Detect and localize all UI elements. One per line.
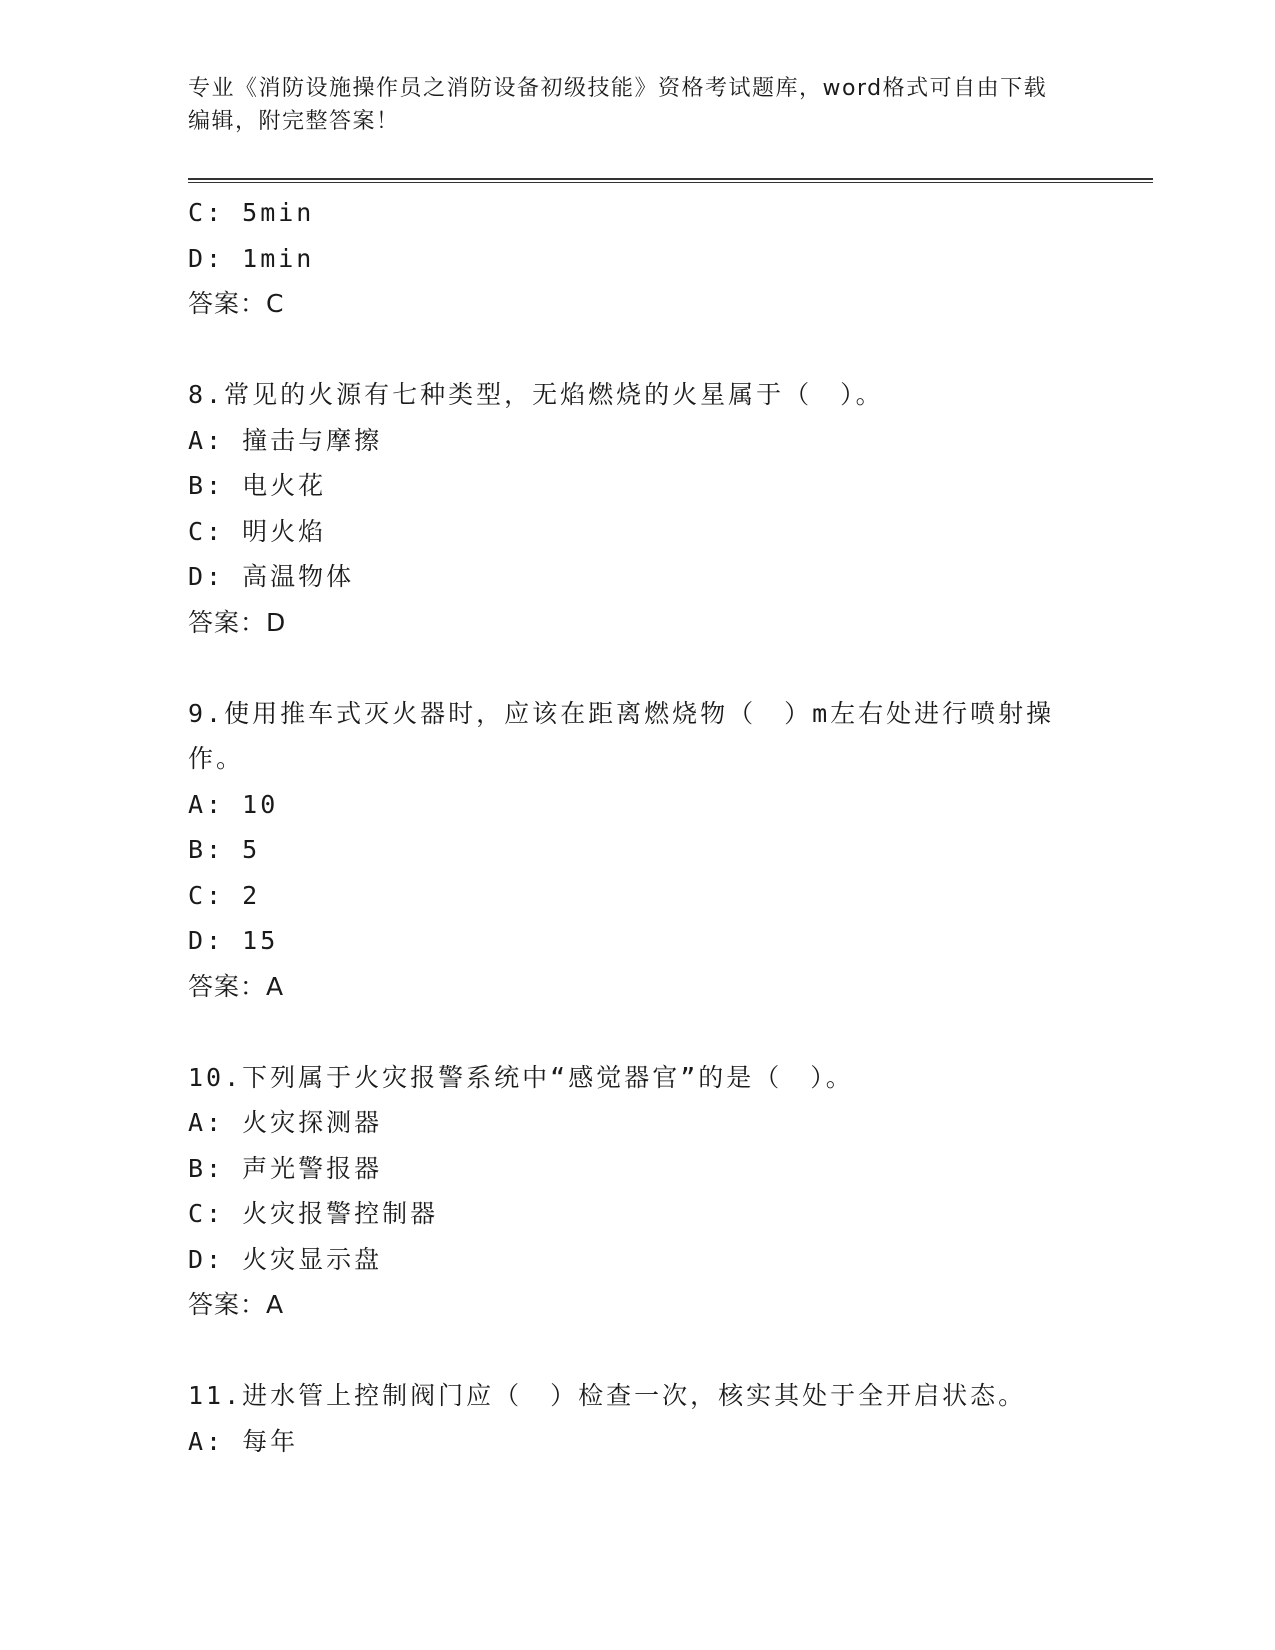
answer-line: 答案：C bbox=[188, 289, 285, 318]
option-a: A: 每年 bbox=[188, 1426, 299, 1456]
header-divider bbox=[188, 178, 1153, 183]
option-c: C: 5min bbox=[188, 198, 315, 227]
option-a: A: 火灾探测器 bbox=[188, 1108, 383, 1137]
answer-line: 答案：A bbox=[188, 971, 285, 1001]
spacer bbox=[188, 1009, 1088, 1055]
option-c: C: 明火焰 bbox=[188, 516, 327, 546]
answer-line: 答案：D bbox=[188, 607, 287, 637]
option-b: B: 声光警报器 bbox=[188, 1153, 383, 1183]
option-d: D: 高温物体 bbox=[188, 562, 355, 591]
question-list bbox=[188, 190, 1088, 1464]
spacer bbox=[188, 327, 1088, 373]
option-d: D: 15 bbox=[188, 926, 279, 955]
answer-line: 答案：A bbox=[188, 1290, 285, 1319]
option-b: B: 电火花 bbox=[188, 471, 327, 500]
spacer bbox=[188, 645, 1088, 691]
question-stem: 8.常见的火源有七种类型，无焰燃烧的火星属于（ ）。 bbox=[188, 380, 884, 409]
option-d: D: 1min bbox=[188, 243, 315, 273]
option-a: A: 10 bbox=[188, 789, 279, 819]
option-a: A: 撞击与摩擦 bbox=[188, 425, 383, 455]
option-c: C: 火灾报警控制器 bbox=[188, 1199, 439, 1228]
question-stem: 9.使用推车式灭火器时，应该在距离燃烧物（ ）m左右处进行喷射操作。 bbox=[188, 698, 1055, 773]
document-header: 专业《消防设施操作员之消防设备初级技能》资格考试题库，word格式可自由下载编辑，附完整答案！ bbox=[188, 76, 1048, 134]
spacer bbox=[188, 1328, 1088, 1374]
question-stem: 10.下列属于火灾报警系统中“感觉器官”的是（ ）。 bbox=[188, 1062, 854, 1092]
question-stem: 11.进水管上控制阀门应（ ）检查一次，核实其处于全开启状态。 bbox=[188, 1381, 1027, 1410]
option-c: C: 2 bbox=[188, 880, 261, 910]
option-d: D: 火灾显示盘 bbox=[188, 1244, 383, 1274]
option-b: B: 5 bbox=[188, 835, 261, 864]
